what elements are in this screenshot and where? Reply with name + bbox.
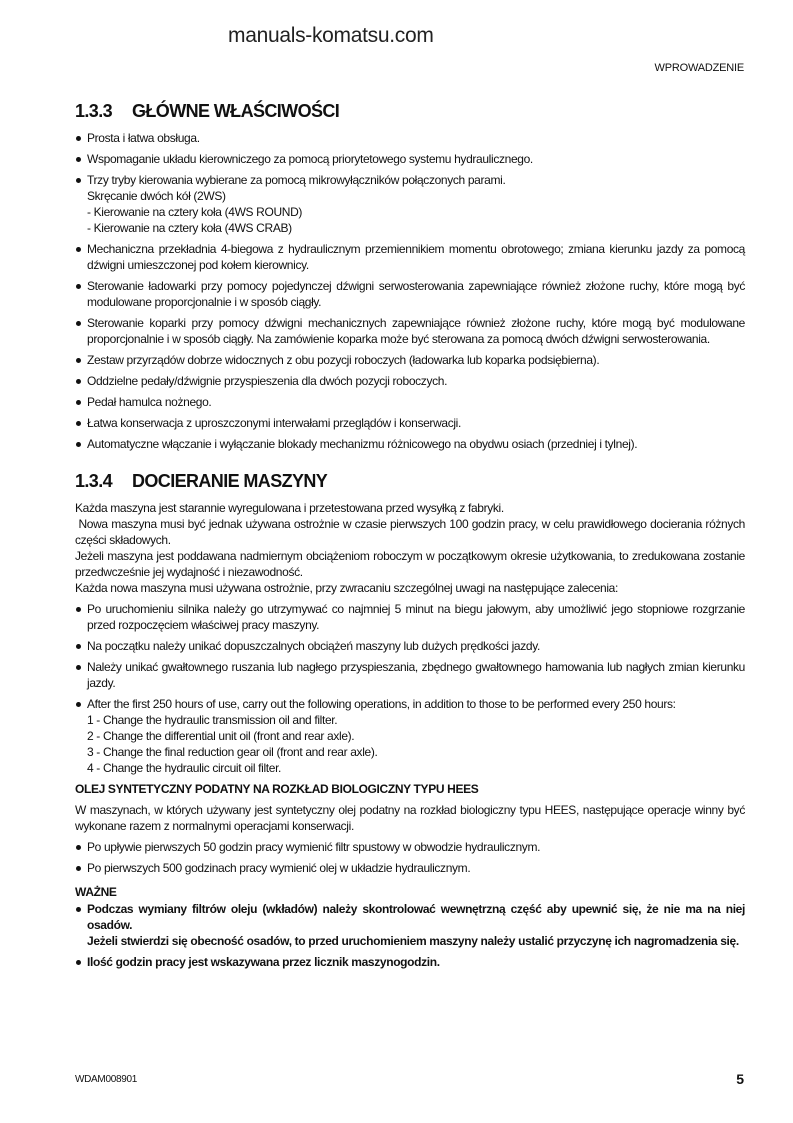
- paragraph: Każda maszyna jest starannie wyregulowana i przetestowana przed wysyłką z fabryki.: [75, 501, 504, 515]
- bullet-icon: [76, 665, 81, 670]
- sub-item: - Kierowanie na cztery koła (4WS ROUND): [87, 205, 303, 219]
- item-text: Po upływie pierwszych 50 godzin pracy wymienić filtr spustowy w obwodzie hydraulicznym.: [87, 840, 541, 854]
- item-text: Trzy tryby kierowania wybierane za pomocą mikrowyłączników połączonych parami.: [87, 173, 506, 187]
- paragraph: Nowa maszyna musi być jednak używana ostrożnie w czasie pierwszych 100 godzin pracy, w celu prawidłowego docierania różnych części składowych.: [75, 517, 748, 547]
- item-text: Oddzielne pedały/dźwignie przyspieszenia dla dwóch pozycji roboczych.: [87, 374, 448, 388]
- section-running-in: [75, 470, 748, 970]
- bullet-icon: [76, 157, 81, 162]
- sub-item: 1 - Change the hydraulic transmission oil and filter.: [87, 713, 338, 727]
- document-code: WDAM008901: [75, 1074, 138, 1085]
- bullet-icon: [76, 702, 81, 707]
- item-text: Prosta i łatwa obsługa.: [87, 131, 200, 145]
- list-item: [75, 839, 745, 855]
- list-item: [75, 352, 745, 368]
- item-text: Wspomaganie układu kierowniczego za pomocą priorytetowego systemu hydraulicznego.: [87, 152, 533, 166]
- list-item: [75, 172, 745, 236]
- list-item: [75, 415, 745, 431]
- item-text: Po uruchomieniu silnika należy go utrzymywać co najmniej 5 minut na biegu jałowym, aby umożliwić jego stopniowe rozgrzanie przed rozpoczęciem właściwej pracy maszyny.: [87, 602, 745, 632]
- bullet-icon: [76, 421, 81, 426]
- important-list: [75, 901, 745, 970]
- hees-heading: OLEJ SYNTETYCZNY PODATNY NA ROZKŁAD BIOLOGICZNY TYPU HEES: [75, 782, 479, 796]
- item-text: Łatwa konserwacja z uproszczonymi interwałami przeglądów i konserwacji.: [87, 416, 461, 430]
- features-list: [75, 130, 745, 452]
- bullet-icon: [76, 358, 81, 363]
- hees-list: [75, 839, 745, 876]
- item-text: Sterowanie koparki przy pomocy dźwigni mechanicznych zapewniające również złożone ruchy, które mogą być modulowane proporcjonalnie i w sposób ciągły. Na zamówienie koparka może być sterowana za pomocą dwóch dźwigni serwosterowania.: [87, 316, 745, 346]
- list-item: [75, 860, 745, 876]
- sub-item: - Kierowanie na cztery koła (4WS CRAB): [87, 221, 292, 235]
- watermark: manuals-komatsu.com: [228, 24, 434, 47]
- item-text: Ilość godzin pracy jest wskazywana przez licznik maszynogodzin.: [87, 955, 440, 969]
- bullet-icon: [76, 845, 81, 850]
- section-heading: [75, 470, 745, 492]
- paragraph: Jeżeli maszyna jest poddawana nadmiernym obciążeniom roboczym w początkowym okresie użytkowania, to zredukowana zostanie przedwcześnie jej wydajność i niezawodność.: [75, 549, 745, 579]
- bullet-icon: [76, 607, 81, 612]
- sub-item: Jeżeli stwierdzi się obecność osadów, to przed uruchomieniem maszyny należy ustalić przyczynę ich nagromadzenia się.: [87, 934, 739, 948]
- list-item: [75, 315, 745, 347]
- section-main-features: [75, 100, 745, 452]
- list-item: [75, 130, 745, 146]
- list-item: [75, 901, 745, 949]
- page-body: [75, 100, 748, 975]
- sub-item: Skręcanie dwóch kół (2WS): [87, 189, 226, 203]
- item-text: Po pierwszych 500 godzinach pracy wymienić olej w układzie hydraulicznym.: [87, 861, 471, 875]
- list-item: [75, 659, 745, 691]
- bullet-icon: [76, 644, 81, 649]
- item-text: Podczas wymiany filtrów oleju (wkładów) należy skontrolować wewnętrzną część aby upewnić się, że nie ma na niej osadów.: [87, 902, 745, 932]
- bullet-icon: [76, 866, 81, 871]
- item-text: After the first 250 hours of use, carry out the following operations, in addition to those to be performed every 250 hours:: [87, 697, 676, 711]
- list-item: [75, 436, 745, 452]
- page-number: 5: [736, 1071, 744, 1087]
- list-item: [75, 151, 745, 167]
- running-header: WPROWADZENIE: [654, 62, 744, 74]
- list-item: [75, 373, 745, 389]
- section-heading: [75, 100, 745, 122]
- paragraph: W maszynach, w których używany jest syntetyczny olej podatny na rozkład biologiczny typu HEES, następujące operacje winny być wykonane razem z normalnymi operacjami konserwacji.: [75, 803, 745, 833]
- bullet-icon: [76, 442, 81, 447]
- sub-item: 3 - Change the final reduction gear oil (front and rear axle).: [87, 745, 378, 759]
- list-item: [75, 954, 745, 970]
- sub-item: 4 - Change the hydraulic circuit oil filter.: [87, 761, 282, 775]
- list-item: [75, 278, 745, 310]
- list-item: [75, 394, 745, 410]
- bullet-icon: [76, 284, 81, 289]
- bullet-icon: [76, 960, 81, 965]
- list-item: [75, 638, 745, 654]
- item-text: Mechaniczna przekładnia 4-biegowa z hydraulicznym przemiennikiem momentu obrotowego; zmiana kierunku jazdy za pomocą dźwigni umieszczonej pod kołem kierownicy.: [87, 242, 745, 272]
- recommendations-list: [75, 601, 745, 776]
- section-number: 1.3.4: [75, 471, 113, 491]
- item-text: Należy unikać gwałtownego ruszania lub nagłego przyspieszania, zbędnego gwałtownego hamowania lub nagłych zmian kierunku jazdy.: [87, 660, 745, 690]
- important-heading: WAŻNE: [75, 885, 117, 899]
- bullet-icon: [76, 400, 81, 405]
- bullet-icon: [76, 907, 81, 912]
- item-text: Pedał hamulca nożnego.: [87, 395, 212, 409]
- item-text: Na początku należy unikać dopuszczalnych obciążeń maszyny lub dużych prędkości jazdy.: [87, 639, 540, 653]
- bullet-icon: [76, 136, 81, 141]
- item-text: Sterowanie ładowarki przy pomocy pojedynczej dźwigni serwosterowania zapewniające również złożone ruchy, które mogą być modulowane proporcjonalnie i w sposób ciągły.: [87, 279, 745, 309]
- paragraph: Każda nowa maszyna musi używana ostrożnie, przy zwracaniu szczególnej uwagi na następujące zalecenia:: [75, 581, 618, 595]
- bullet-icon: [76, 379, 81, 384]
- list-item: [75, 601, 745, 633]
- section-title: DOCIERANIE MASZYNY: [132, 471, 328, 491]
- bullet-icon: [76, 178, 81, 183]
- section-number: 1.3.3: [75, 101, 113, 121]
- item-text: Automatyczne włączanie i wyłączanie blokady mechanizmu różnicowego na obydwu osiach (przedniej i tylnej).: [87, 437, 638, 451]
- list-item: [75, 241, 745, 273]
- section-title: GŁÓWNE WŁAŚCIWOŚCI: [132, 101, 340, 121]
- sub-item: 2 - Change the differential unit oil (front and rear axle).: [87, 729, 355, 743]
- bullet-icon: [76, 247, 81, 252]
- bullet-icon: [76, 321, 81, 326]
- item-text: Zestaw przyrządów dobrze widocznych z obu pozycji roboczych (ładowarka lub koparka podsiębierna).: [87, 353, 600, 367]
- list-item: [75, 696, 745, 776]
